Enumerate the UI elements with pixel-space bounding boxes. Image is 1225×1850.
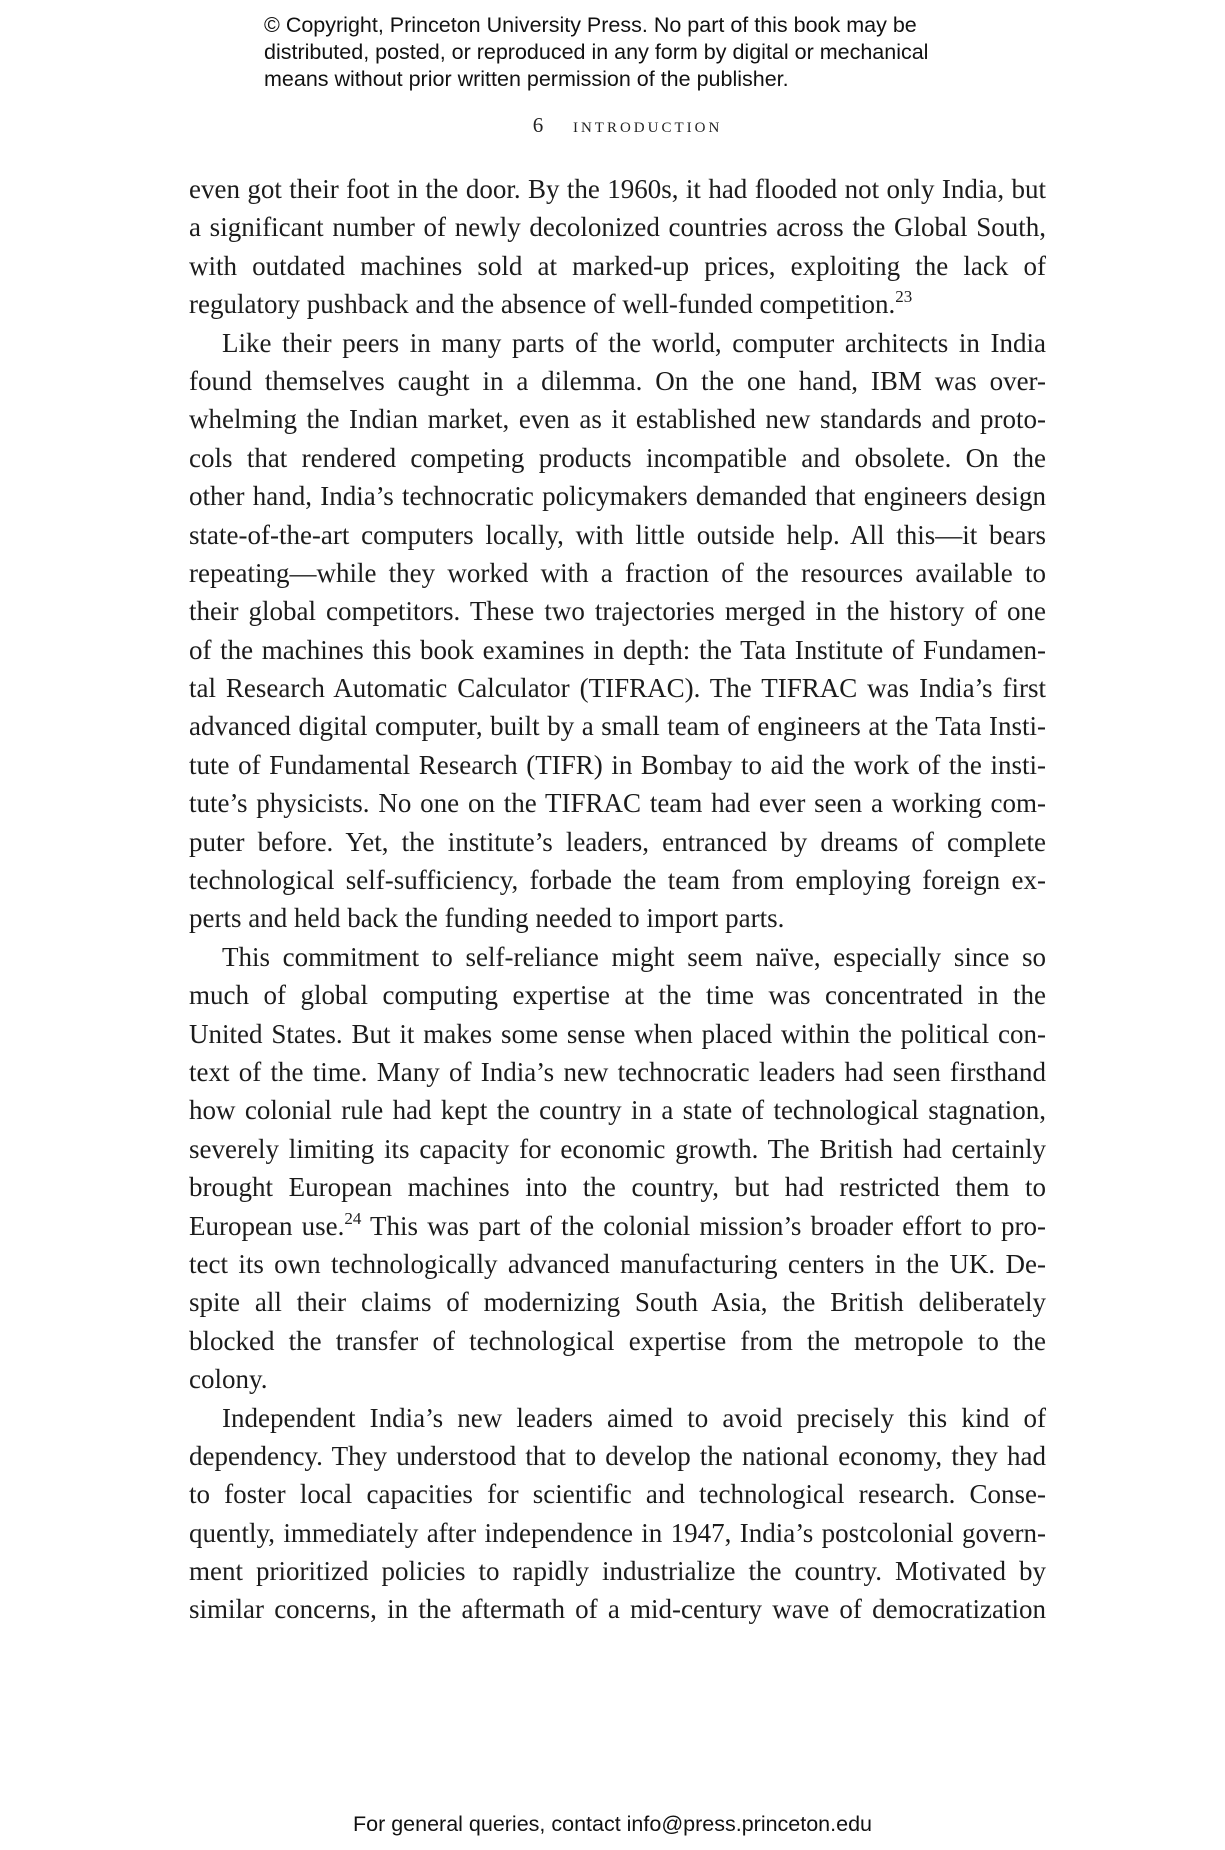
- running-head: [0, 112, 1225, 138]
- text-line: brought European machines into the country, but had restricted them to: [189, 1172, 1046, 1203]
- text-line: [189, 285, 1046, 323]
- text-line: blocked the transfer of technological expertise from the metropole to the: [189, 1325, 1046, 1356]
- text-line: This commitment to self-reliance might seem naïve, especially since so: [222, 941, 1046, 972]
- text-line: whelming the Indian market, even as it established new standards and proto-: [189, 404, 1046, 435]
- copyright-notice: [264, 12, 984, 93]
- copyright-line: © Copyright, Princeton University Press. No part of this book may be: [264, 13, 917, 37]
- text-line: tute of Fundamental Research (TIFR) in Bombay to aid the work of the insti-: [189, 749, 1046, 780]
- paragraph: [189, 938, 1046, 1399]
- text-line: repeating—while they worked with a fraction of the resources available to: [189, 557, 1046, 588]
- text-line: text of the time. Many of India’s new technocratic leaders had seen firsthand: [189, 1056, 1046, 1087]
- text-line: with outdated machines sold at marked-up prices, exploiting the lack of: [189, 250, 1046, 281]
- text-line: a significant number of newly decolonized countries across the Global South,: [189, 212, 1046, 243]
- text-line: tute’s physicists. No one on the TIFRAC team had ever seen a working com-: [189, 788, 1046, 819]
- text-line: quently, immediately after independence in 1947, India’s postcolonial govern-: [189, 1517, 1046, 1548]
- text-line: Like their peers in many parts of the world, computer architects in India: [222, 327, 1046, 358]
- text-line: Independent India’s new leaders aimed to avoid precisely this kind of: [222, 1402, 1046, 1433]
- text-line: severely limiting its capacity for economic growth. The British had certainly: [189, 1133, 1046, 1164]
- paragraph: [189, 170, 1046, 324]
- text-line: state-of-the-art computers locally, with little outside help. All this—it bears: [189, 519, 1046, 550]
- text-segment: regulatory pushback and the absence of well-funded competition.: [189, 289, 896, 320]
- text-line: their global competitors. These two trajectories merged in the history of one: [189, 596, 1046, 627]
- text-segment: This was part of the colonial mission’s broader effort to pro-: [361, 1210, 1046, 1241]
- text-line: technological self-sufficiency, forbade the team from employing foreign ex-: [189, 865, 1046, 896]
- page-number: 6: [532, 113, 544, 137]
- text-line: puter before. Yet, the institute’s leaders, entranced by dreams of complete: [189, 826, 1046, 857]
- text-segment: European use.: [189, 1210, 345, 1241]
- text-line: of the machines this book examines in depth: the Tata Institute of Fundamen-: [189, 634, 1046, 665]
- copyright-line: means without prior written permission of the publisher.: [264, 67, 789, 91]
- text-line: advanced digital computer, built by a small team of engineers at the Tata Insti-: [189, 711, 1046, 742]
- body-text: [189, 170, 1046, 1629]
- paragraph: [189, 324, 1046, 938]
- text-line: dependency. They understood that to develop the national economy, they had: [189, 1440, 1046, 1471]
- text-line: United States. But it makes some sense when placed within the political con-: [189, 1018, 1046, 1049]
- text-line: tal Research Automatic Calculator (TIFRAC). The TIFRAC was India’s first: [189, 673, 1046, 704]
- text-line: [189, 1207, 1046, 1245]
- text-line: cols that rendered competing products incompatible and obsolete. On the: [189, 442, 1046, 473]
- text-line: perts and held back the funding needed to import parts.: [189, 903, 785, 934]
- paragraph: [189, 1399, 1046, 1629]
- section-title: introduction: [572, 112, 723, 137]
- text-line: much of global computing expertise at the time was concentrated in the: [189, 980, 1046, 1011]
- footnote-marker: 24: [344, 1208, 362, 1228]
- text-line: similar concerns, in the aftermath of a mid-century wave of democratization: [189, 1594, 1046, 1625]
- text-line: tect its own technologically advanced manufacturing centers in the UK. De-: [189, 1248, 1046, 1279]
- text-line: even got their foot in the door. By the 1960s, it had flooded not only India, but: [189, 174, 1046, 204]
- text-line: other hand, India’s technocratic policymakers demanded that engineers design: [189, 481, 1046, 512]
- text-line: how colonial rule had kept the country in a state of technological stagnation,: [189, 1095, 1046, 1126]
- text-line: colony.: [189, 1364, 268, 1395]
- copyright-line: distributed, posted, or reproduced in any form by digital or mechanical: [264, 40, 929, 64]
- text-line: ment prioritized policies to rapidly industrialize the country. Motivated by: [189, 1556, 1046, 1587]
- footnote-marker: 23: [895, 287, 913, 307]
- text-line: to foster local capacities for scientific and technological research. Conse-: [189, 1479, 1046, 1510]
- text-line: spite all their claims of modernizing South Asia, the British deliberately: [189, 1287, 1046, 1318]
- footer-contact: For general queries, contact info@press.princeton.edu: [352, 1812, 872, 1836]
- text-line: found themselves caught in a dilemma. On the one hand, IBM was over-: [189, 365, 1046, 396]
